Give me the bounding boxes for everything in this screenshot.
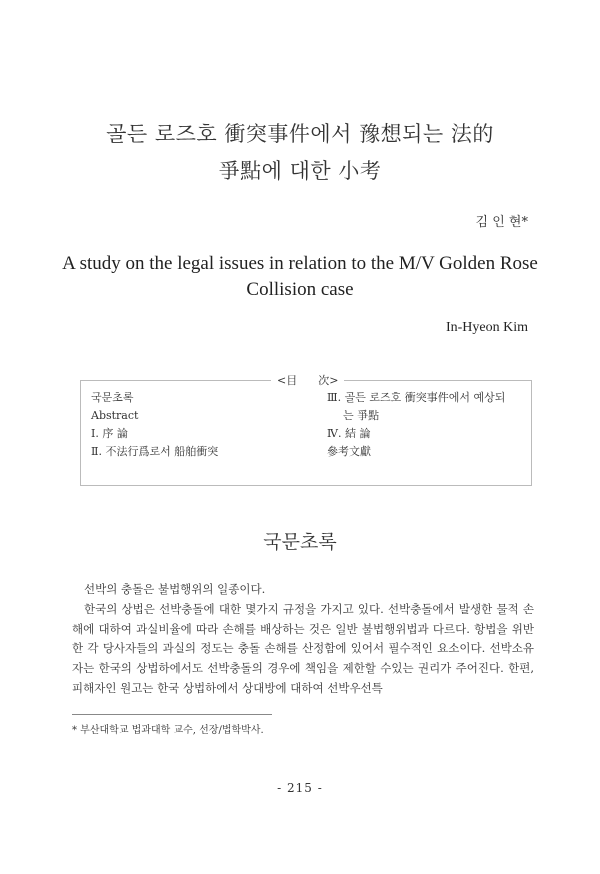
section-heading: 국문초록: [263, 531, 337, 553]
english-title-line-2: Collision case: [246, 279, 354, 300]
footnote-divider: [72, 714, 272, 715]
toc-item: Ⅱ. 不法行爲로서 船舶衝突: [91, 445, 219, 458]
toc-item: Abstract: [91, 409, 139, 422]
toc-item: Ⅳ. 結 論: [327, 427, 371, 440]
page-number: - 215 -: [277, 781, 323, 795]
korean-author: 김 인 현*: [475, 215, 528, 230]
english-title-line-1: A study on the legal issues in relation to the M/V Golden Rose: [62, 253, 538, 274]
toc-left-column: [91, 389, 218, 461]
table-of-contents: [80, 374, 532, 486]
toc-item: Ⅰ. 序 論: [91, 427, 128, 440]
korean-title-line-1: 골든 로즈호 衝突事件에서 豫想되는 法的: [106, 122, 494, 146]
toc-item: Ⅲ. 골든 로즈호 衝突事件에서 예상되: [327, 391, 506, 404]
toc-item-continuation: 는 爭點: [343, 409, 380, 422]
toc-right-column: [327, 389, 527, 461]
footnote: * 부산대학교 법과대학 교수, 선장/법학박사.: [72, 725, 264, 736]
abstract-body: [72, 580, 534, 699]
paragraph: 선박의 충돌은 불법행위의 일종이다.: [84, 582, 266, 596]
toc-heading: <目 次>: [271, 372, 344, 388]
paragraph: 한국의 상법은 선박충돌에 대한 몇가지 규정을 가지고 있다. 선박충돌에서 발생한 물적 손해에 대하여 과실비율에 따라 손해를 배상하는 것은 일반 불법행위법과 다르다. 항법을 위반한 각 당사자들의 과실의 정도는 충돌 손해를 산정함에 있어서 필수적인 요소이다. 선박소유자는 한국의 상법하에서도 선박충돌의 경우에 책임을 제한할 수있는 권리가 주어진다. 한편, 피해자인 원고는 한국 상법하에서 상대방에 대하여 선박우선특: [72, 601, 534, 695]
toc-item: 국문초록: [91, 391, 134, 404]
toc-item: 參考文獻: [327, 445, 371, 458]
english-author: In-Hyeon Kim: [445, 320, 528, 335]
korean-title-line-2: 爭點에 대한 小考: [218, 159, 382, 183]
